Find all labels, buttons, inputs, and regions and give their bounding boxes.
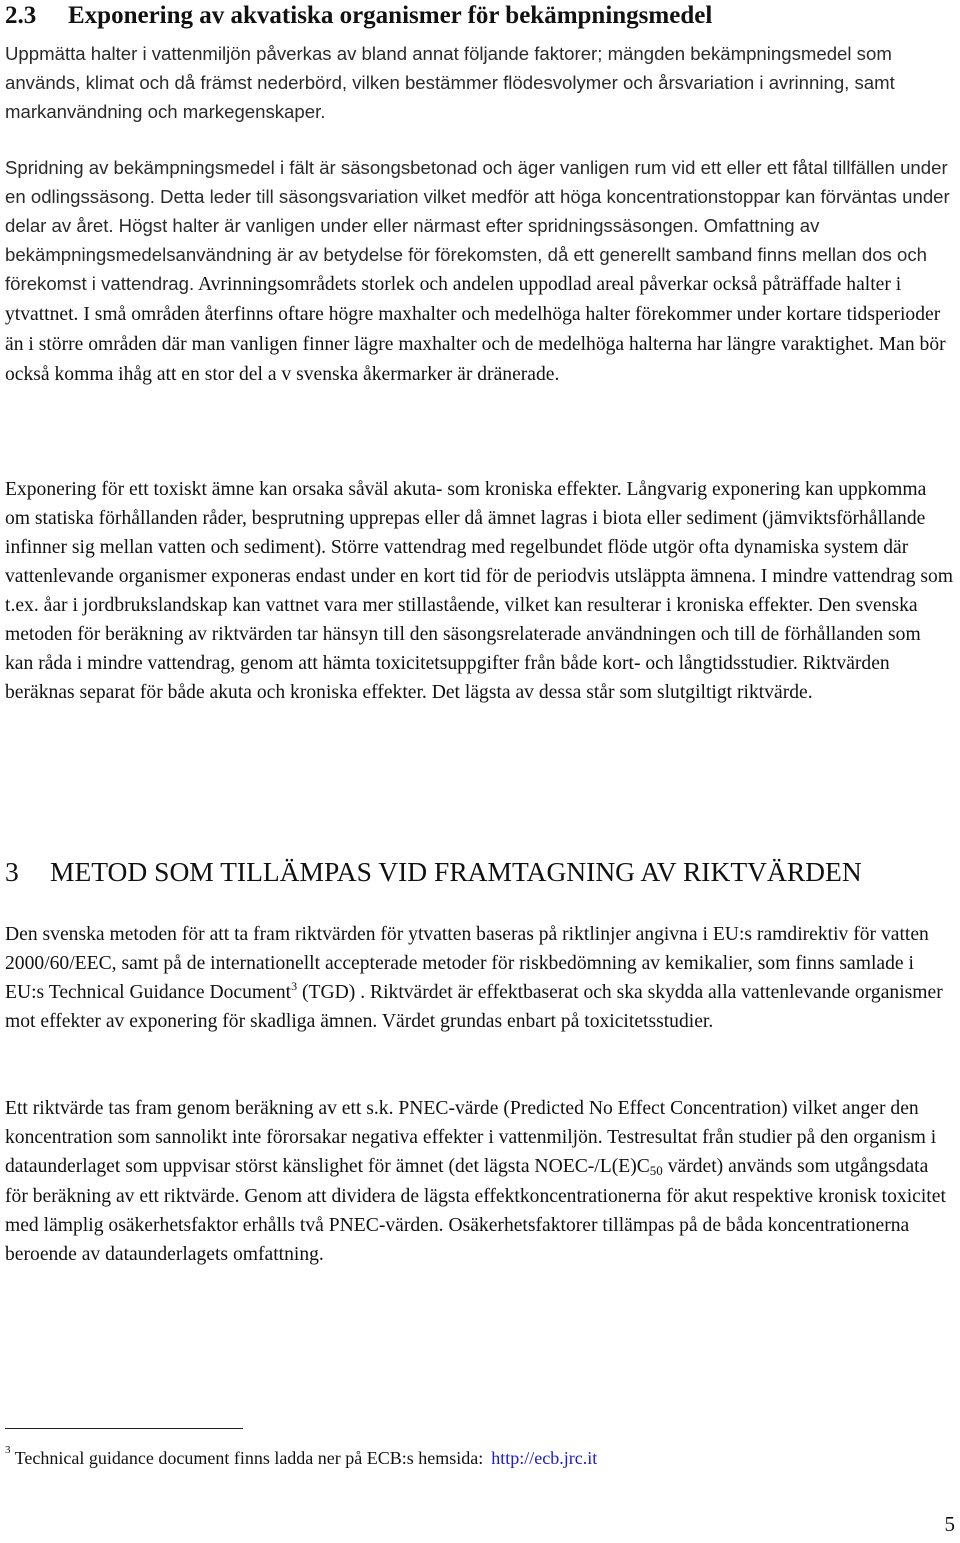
footnote-mark: 3 — [5, 1444, 11, 1456]
section-paragraph-2-serif: Avrinningsområdets storlek och andelen uppodlad areal påverkar också påträffade halter i ytvattnet. I små områden återfinns oftare högre maxhalter och medelhöga halter förekommer under kortare tidsperioder än i större områden där man vanligen finner lägre maxhalter och de medelhöga halterna har längre varaktighet. Man bör också komma ihåg att en stor del a v svenska åkermarker är dränerade. — [5, 274, 946, 385]
section-paragraph-1: Uppmätta halter i vattenmiljön påverkas av bland annat följande faktorer; mängden bekämpningsmedel som används, klimat och då främst nederbörd, vilken bestämmer flödesvolymer och årsvariation i avrinning, samt markanvändning och markegenskaper. — [5, 43, 895, 122]
footnote-separator — [5, 1428, 243, 1429]
section-heading — [5, 2, 712, 30]
chapter-paragraph-2 — [5, 1094, 953, 1269]
subscript-50: 50 — [649, 1163, 663, 1178]
page-number: 5 — [944, 1512, 955, 1536]
section-paragraph-3: Exponering för ett toxiskt ämne kan orsaka såväl akuta- som kroniska effekter. Långvarig exponering kan uppkomma om statiska förhållanden råder, besprutning upprepas eller då ämnet lagras i biota eller sediment (jämviktsförhållande infinner sig mellan vatten och sediment). Större vattendrag med regelbundet flöde utgör ofta dynamiska system där vattenlevande organismer exponeras endast under en kort tid för de periodvis utsläppta ämnena. I mindre vattendrag som t.ex. åar i jordbrukslandskap kan vattnet vara mer stillastående, vilket kan resulterar i kroniska effekter. Den svenska metoden för beräkning av riktvärden tar hänsyn till den säsongsrelaterade användningen och till de förhållanden som kan råda i mindre vattendrag, genom att hämta toxicitetsuppgifter från både kort- och långtidsstudier. Riktvärden beräknas separat för både akuta och kroniska effekter. Det lägsta av dessa står som slutgiltigt riktvärde. — [5, 479, 954, 703]
chapter-paragraph-1-b: (TGD) . Riktvärdet är effektbaserat och ska skydda alla vattenlevande organismer mot effekter av exponering för skadliga ämnen. Värdet grundas enbart på toxicitetsstudier. — [5, 982, 943, 1032]
section-number: 2.3 — [5, 2, 37, 29]
footnote-text: Technical guidance document finns ladda ner på ECB:s hemsida: — [10, 1448, 484, 1468]
footnote — [5, 1446, 597, 1470]
chapter-paragraph-2-b: värdet) används som utgångsdata för beräkning av ett riktvärde. Genom att dividera de lägsta effektkoncentrationerna för akut respektive kronisk toxicitet med lämplig osäkerhetsfaktor erhålls två PNEC-värden. Osäkerhetsfaktorer tillämpas på de båda koncentrationerna beroende av dataunderlagets omfattning. — [5, 1156, 946, 1265]
section-title: Exponering av akvatiska organismer för bekämpningsmedel — [68, 2, 713, 29]
chapter-paragraph-1-a: Den svenska metoden för att ta fram riktvärden för ytvatten baseras på riktlinjer angivna i EU:s ramdirektiv för vatten 2000/60/EEC, samt på de internationellt accepterade metoder för riskbedömning av kemikalier, som finns samlade i EU:s Technical Guidance Document — [5, 924, 929, 1003]
footnote-reference[interactable]: 3 — [291, 979, 298, 993]
chapter-paragraph-1 — [5, 920, 953, 1036]
chapter-heading — [5, 856, 862, 888]
section-paragraph-2 — [5, 153, 953, 389]
ecb-link[interactable]: http://ecb.jrc.it — [491, 1448, 598, 1468]
chapter-title: METOD SOM TILLÄMPAS VID FRAMTAGNING AV RIKTVÄRDEN — [50, 856, 862, 887]
chapter-paragraph-2-a: Ett riktvärde tas fram genom beräkning av ett s.k. PNEC-värde (Predicted No Effect Concentration) vilket anger den koncentration som sannolikt inte förorsakar negativa effekter i vattenmiljön. Testresultat från studier på den organism i dataunderlaget som uppvisar störst känslighet för ämnet (det lägsta NOEC-/L(E)C — [5, 1098, 937, 1177]
chapter-number: 3 — [5, 856, 19, 887]
section-paragraph-2-sans: Spridning av bekämpningsmedel i fält är säsongsbetonad och äger vanligen rum vid ett eller ett fåtal tillfällen under en odlingssäsong. Detta leder till säsongsvariation vilket medför att höga koncentrationstoppar kan förväntas under delar av året. Högst halter är vanligen under eller närmast efter spridningssäsongen. Omfattning av bekämpningsmedelsanvändning är av betydelse för förekomsten, då ett generellt samband finns mellan dos och förekomst i vattendrag. — [5, 157, 950, 294]
